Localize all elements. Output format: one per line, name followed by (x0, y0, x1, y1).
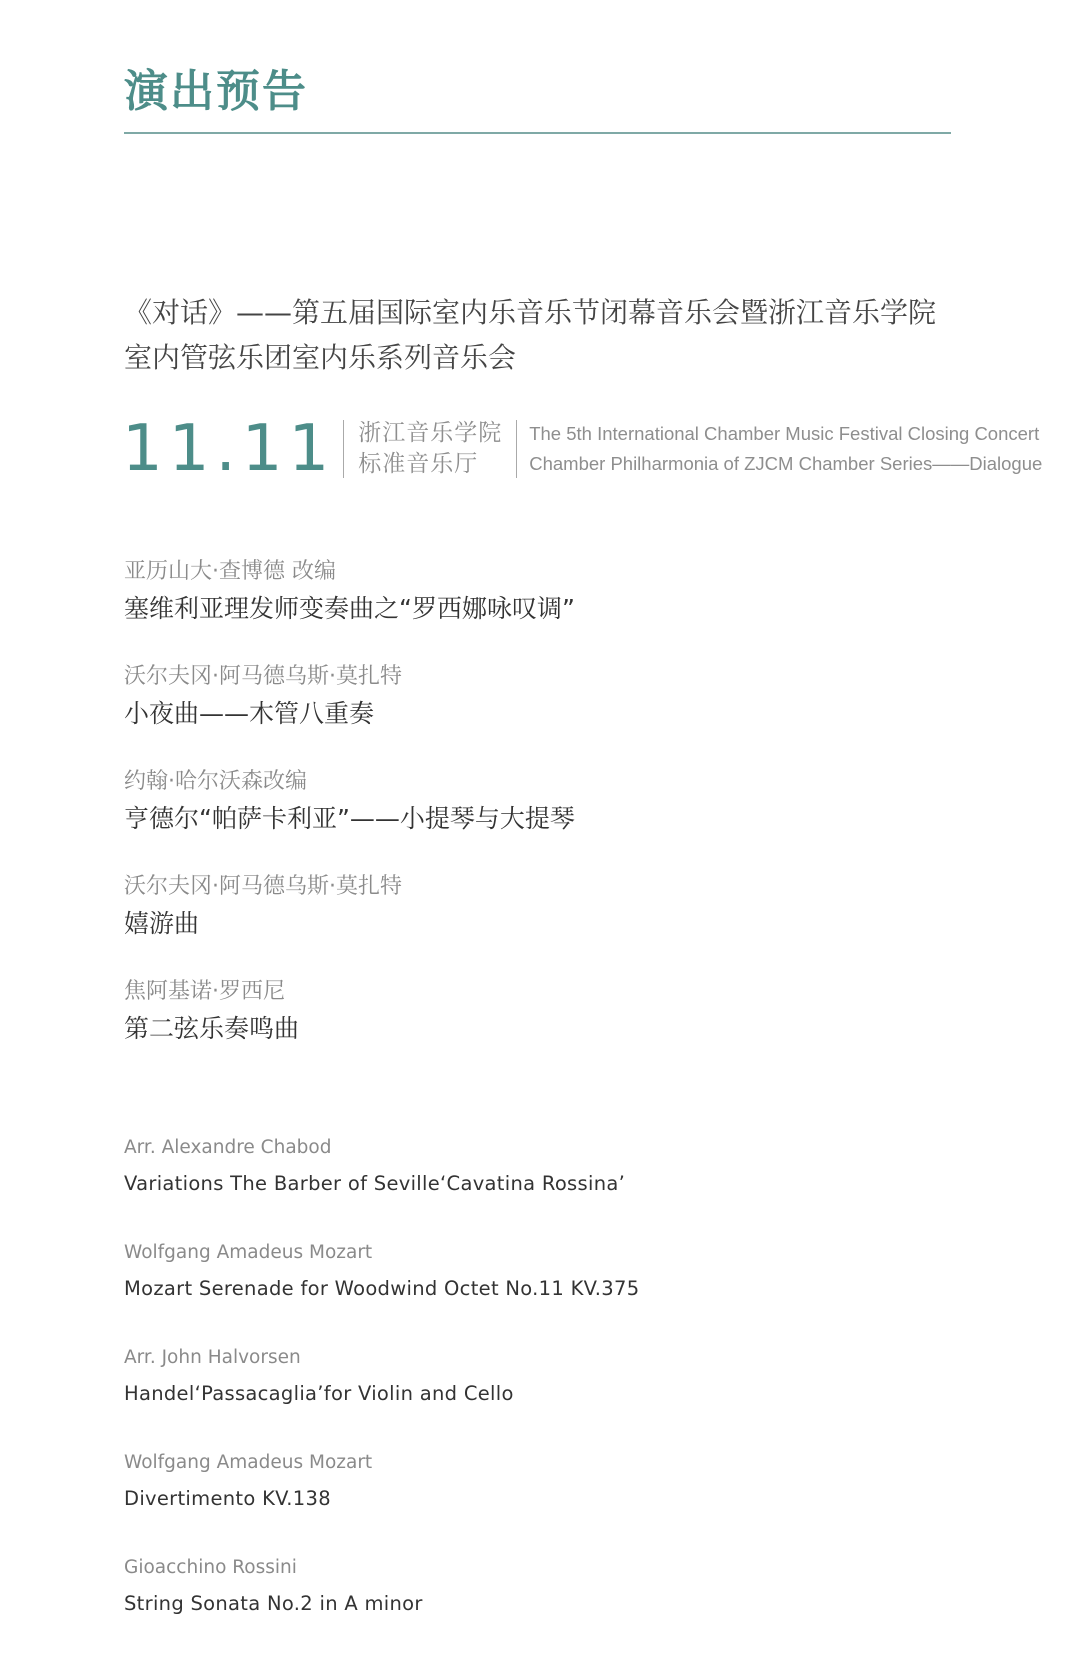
english-subtitle-line-1: The 5th International Chamber Music Festival Closing Concert (529, 423, 1040, 444)
date-venue-block (122, 412, 1042, 486)
english-subtitle-line-2: Chamber Philharmonia of ZJCM Chamber Series——Dialogue (529, 453, 1043, 474)
list-item (124, 976, 924, 1081)
page-title: 演出预告 (124, 66, 308, 117)
work-title: String Sonata No.2 in A minor (124, 1592, 423, 1615)
composer: 亚历山大·查博德 改编 (124, 559, 336, 584)
composer: 焦阿基诺·罗西尼 (124, 979, 285, 1004)
composer: 沃尔夫冈·阿马德乌斯·莫扎特 (124, 664, 402, 689)
concert-title (124, 290, 964, 380)
vertical-divider (343, 420, 344, 478)
composer: 约翰·哈尔沃森改编 (124, 769, 307, 794)
composer: 沃尔夫冈·阿马德乌斯·莫扎特 (124, 874, 402, 899)
composer: Gioacchino Rossini (124, 1557, 297, 1578)
work-title: Mozart Serenade for Woodwind Octet No.11 KV.375 (124, 1277, 640, 1300)
work-title: 小夜曲——木管八重奏 (124, 699, 375, 728)
composer: Arr. Alexandre Chabod (124, 1137, 332, 1158)
work-title: Variations The Barber of Seville‘Cavatina Rossina’ (124, 1172, 626, 1195)
venue-line-2: 标准音乐厅 (358, 451, 479, 477)
list-item (124, 1238, 924, 1343)
concert-title-line-2: 室内管弦乐团室内乐系列音乐会 (124, 341, 517, 374)
header-divider (124, 132, 951, 134)
composer: Wolfgang Amadeus Mozart (124, 1452, 373, 1473)
list-item (124, 1448, 924, 1553)
work-title: 第二弦乐奏鸣曲 (124, 1014, 300, 1043)
list-item (124, 766, 924, 871)
program-list-chinese (124, 556, 924, 1081)
work-title: 塞维利亚理发师变奏曲之“罗西娜咏叹调” (124, 594, 575, 623)
composer: Wolfgang Amadeus Mozart (124, 1242, 373, 1263)
venue-line-1: 浙江音乐学院 (358, 420, 503, 446)
concert-title-line-1: 《对话》——第五届国际室内乐音乐节闭幕音乐会暨浙江音乐学院 (124, 296, 937, 329)
work-title: 亨德尔“帕萨卡利亚”——小提琴与大提琴 (124, 804, 575, 833)
list-item (124, 1343, 924, 1448)
venue (358, 418, 502, 480)
list-item (124, 1553, 924, 1658)
list-item (124, 871, 924, 976)
composer: Arr. John Halvorsen (124, 1347, 301, 1368)
list-item (124, 1133, 924, 1238)
work-title: 嬉游曲 (124, 909, 200, 938)
work-title: Divertimento KV.138 (124, 1487, 331, 1510)
work-title: Handel‘Passacaglia’for Violin and Cello (124, 1382, 514, 1405)
program-list-english (124, 1133, 924, 1658)
list-item (124, 556, 924, 661)
list-item (124, 661, 924, 766)
concert-date: 11.11 (122, 412, 336, 486)
english-subtitle (529, 419, 1042, 479)
vertical-divider (516, 420, 517, 478)
